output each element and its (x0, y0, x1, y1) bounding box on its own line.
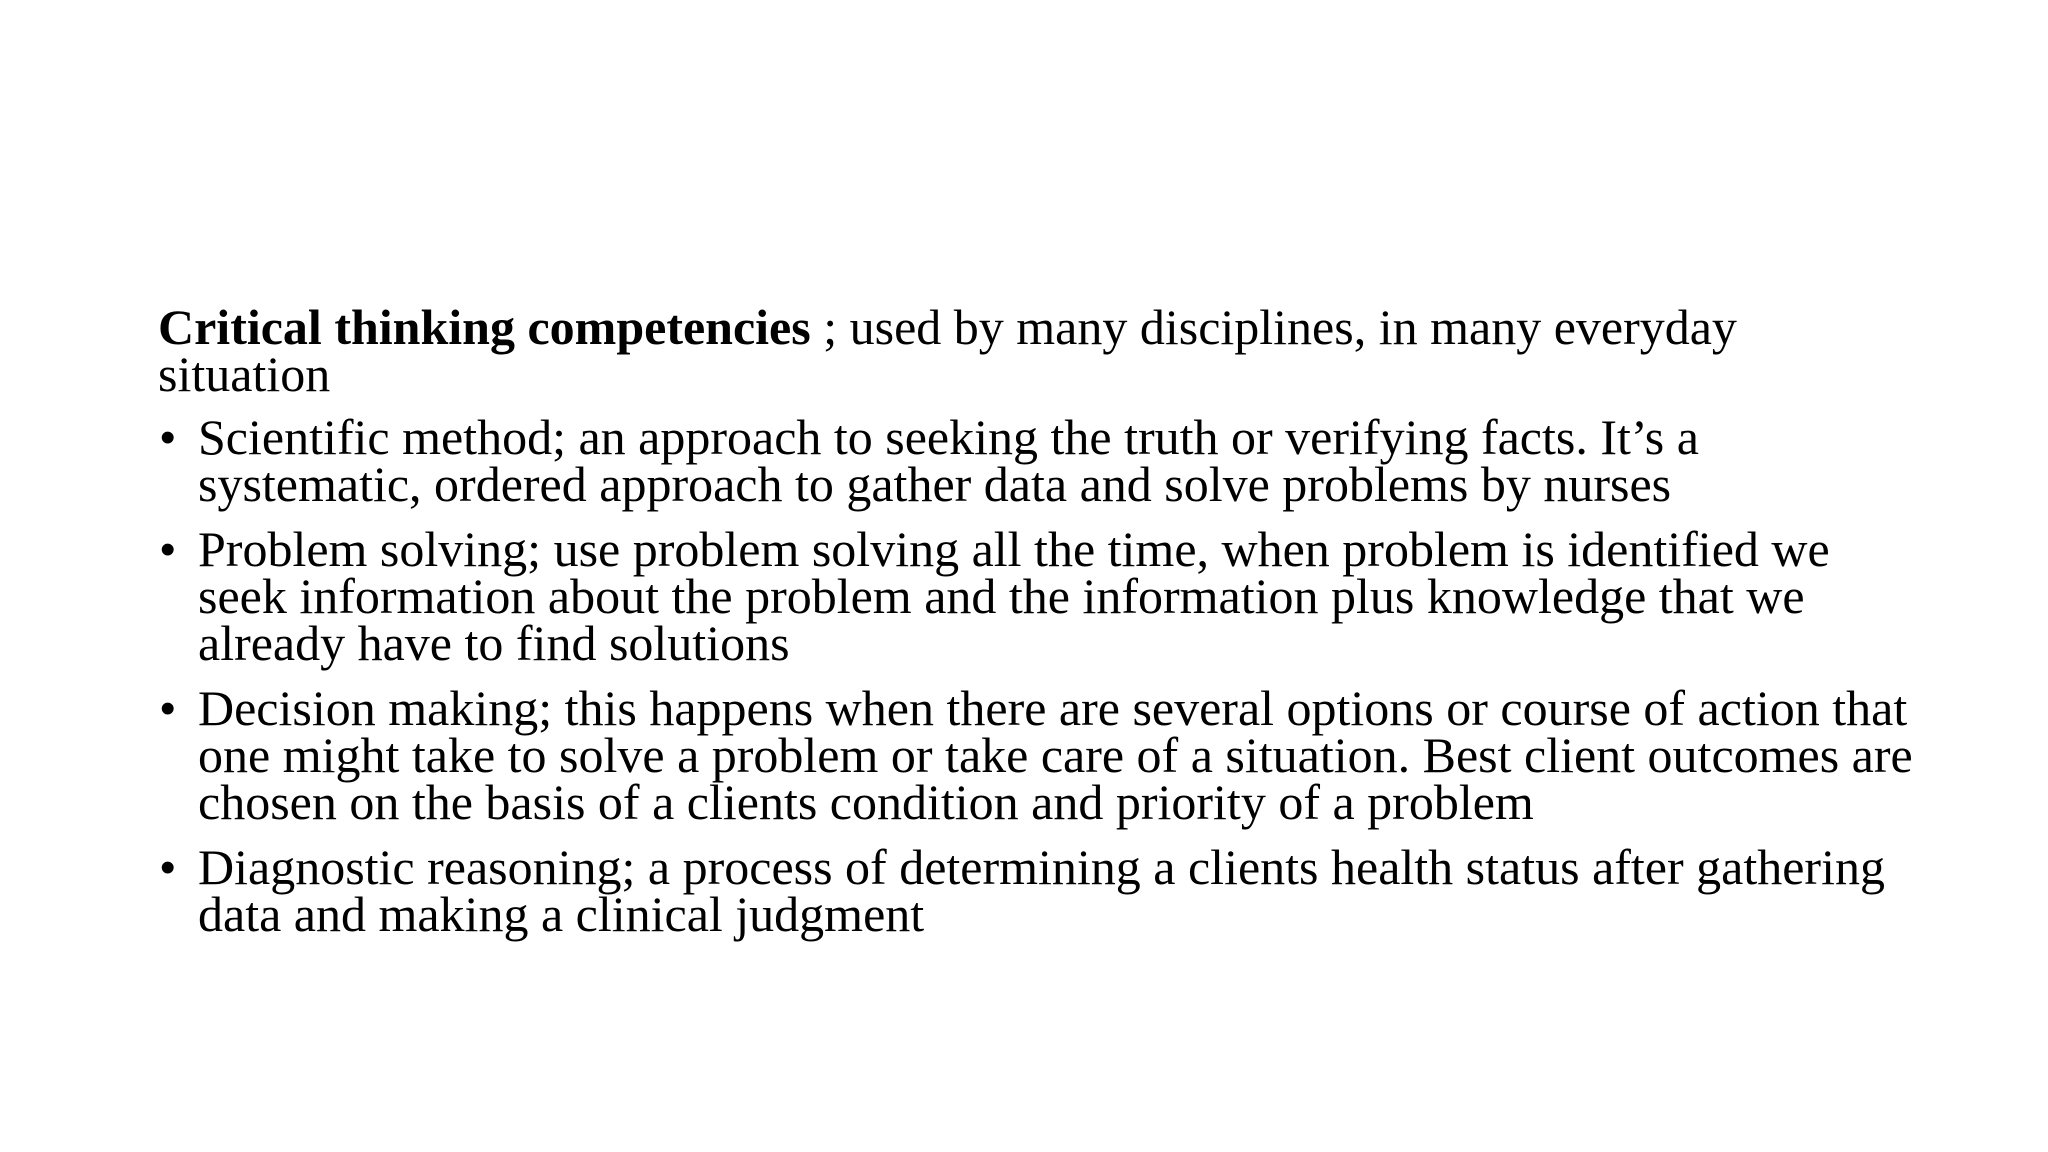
bullet-text: Decision making; this happens when there are several options or course of action that one might take to solve a problem or take care of a situation. Best client outcomes are chosen on the basis of a clients condition and priority of a problem (198, 680, 1913, 830)
bullet-text: Scientific method; an approach to seeking the truth or verifying facts. It’s a systematic, ordered approach to gather data and solve problems by nurses (198, 409, 1699, 512)
bullet-item-diagnostic-reasoning (158, 839, 1918, 942)
bullet-item-decision-making (158, 680, 1918, 830)
bullet-item-problem-solving (158, 521, 1918, 671)
slide-body (158, 299, 1918, 956)
bullet-marker: • (160, 843, 176, 892)
intro-heading: Critical thinking competencies (158, 299, 811, 355)
intro-paragraph (158, 299, 1918, 402)
bullet-marker: • (160, 413, 176, 462)
bullet-marker: • (160, 684, 176, 733)
bullet-text: Diagnostic reasoning; a process of determining a clients health status after gathering data and making a clinical judgment (198, 839, 1885, 942)
bullet-list (158, 409, 1918, 942)
bullet-text: Problem solving; use problem solving all the time, when problem is identified we seek information about the problem and the information plus knowledge that we already have to find solutions (198, 521, 1830, 671)
bullet-marker: • (160, 525, 176, 574)
intro-text: ; used by many disciplines, in many everyday situation (158, 299, 1737, 402)
bullet-item-scientific-method (158, 409, 1918, 512)
